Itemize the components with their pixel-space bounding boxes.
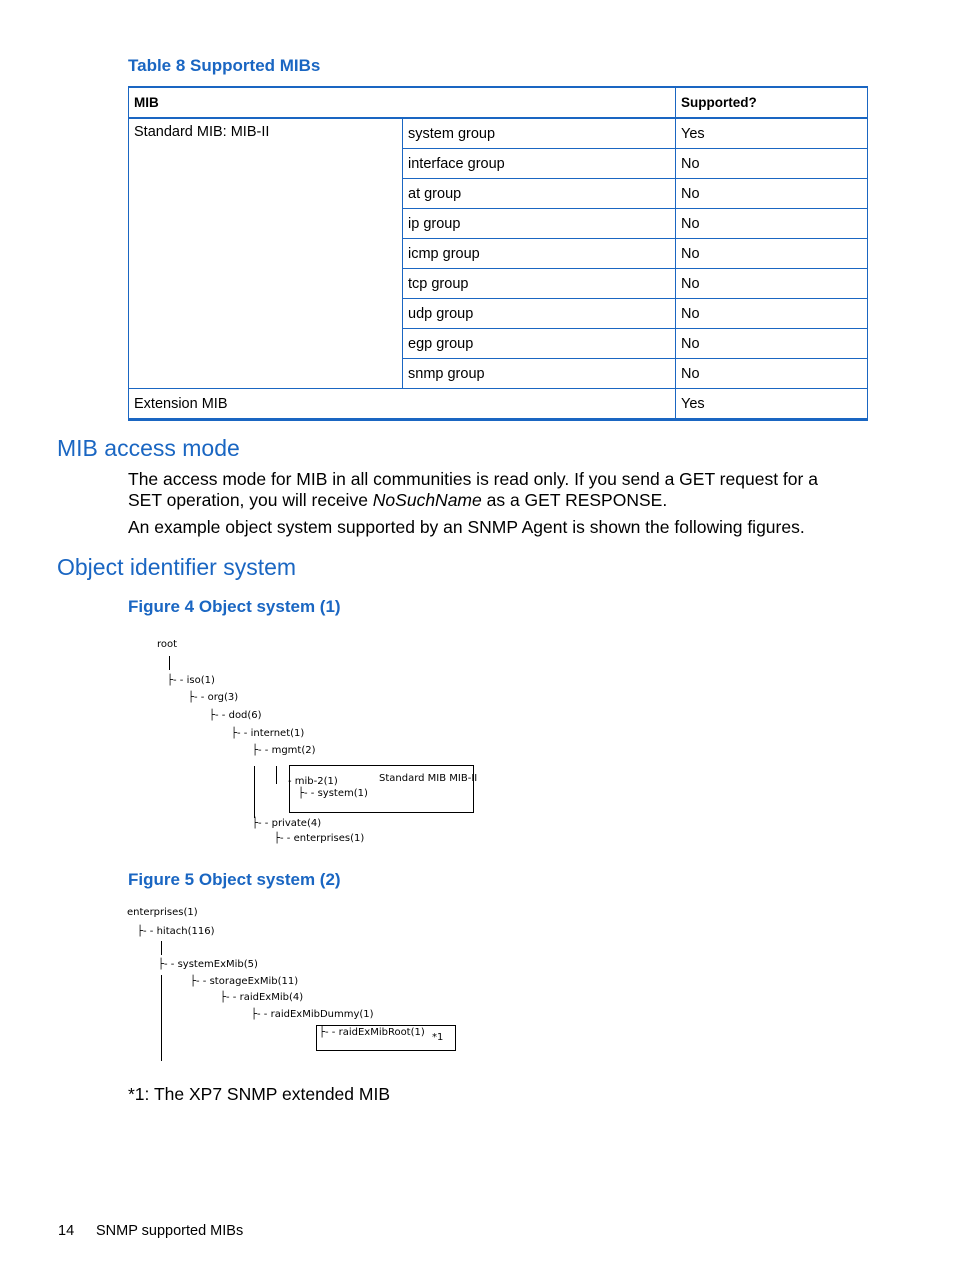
node-org: ├- - org(3) <box>188 692 239 703</box>
node-dod: ├- - dod(6) <box>209 710 262 721</box>
supported-cell: Yes <box>676 389 868 420</box>
supported-mibs-table <box>128 86 868 421</box>
table-caption: Table 8 Supported MIBs <box>128 56 321 75</box>
supported-cell: No <box>676 149 868 179</box>
node-storageExMib: ├- - storageExMib(11) <box>190 976 299 987</box>
access-mode-paragraph <box>128 469 848 511</box>
supported-cell: No <box>676 299 868 329</box>
node-systemExMib: ├- - systemExMib(5) <box>158 959 258 970</box>
node-raidExMib: ├- - raidExMib(4) <box>220 992 304 1003</box>
node-private: ├- - private(4) <box>252 818 322 829</box>
footer-title: SNMP supported MIBs <box>96 1223 244 1239</box>
table-row <box>129 389 868 420</box>
node-internet: ├- - internet(1) <box>231 728 305 739</box>
tree-line <box>254 766 255 818</box>
footnote-marker: *1 <box>432 1032 444 1043</box>
supported-cell: No <box>676 269 868 299</box>
figure5-caption: Figure 5 Object system (2) <box>128 870 341 889</box>
supported-cell: No <box>676 239 868 269</box>
access-mode-text-b: as a GET RESPONSE. <box>481 490 668 510</box>
node-hitach: ├- - hitach(116) <box>137 926 215 937</box>
node-enterprises: enterprises(1) <box>127 907 198 918</box>
standard-mib-cell: Standard MIB: MIB-II <box>129 118 403 389</box>
header-mib: MIB <box>129 87 676 118</box>
node-enterprises: ├- - enterprises(1) <box>274 833 365 844</box>
node-iso: ├- - iso(1) <box>167 675 215 686</box>
standard-mib-box-label: Standard MIB MIB-II <box>379 773 478 784</box>
table-header-row <box>129 87 868 118</box>
tree-line <box>169 656 170 670</box>
example-paragraph: An example object system supported by an SNMP Agent is shown the following figures. <box>128 517 805 537</box>
page-number: 14 <box>58 1223 75 1239</box>
node-mgmt: ├- - mgmt(2) <box>252 745 316 756</box>
group-cell: egp group <box>403 329 676 359</box>
footnote: *1: The XP7 SNMP extended MIB <box>128 1084 390 1104</box>
group-cell: interface group <box>403 149 676 179</box>
extension-mib-cell: Extension MIB <box>129 389 676 420</box>
section-heading-object-identifier-system: Object identifier system <box>57 554 297 580</box>
group-cell: snmp group <box>403 359 676 389</box>
group-cell: icmp group <box>403 239 676 269</box>
supported-cell: No <box>676 359 868 389</box>
node-mib2: - mib-2(1) <box>288 776 338 787</box>
node-raidExMibRoot: ├- - raidExMibRoot(1) <box>319 1027 425 1038</box>
table-row <box>129 118 868 149</box>
supported-cell: No <box>676 329 868 359</box>
node-raidExMibDummy: ├- - raidExMibDummy(1) <box>251 1009 374 1020</box>
tree-line <box>161 975 162 1061</box>
node-root: root <box>157 639 178 650</box>
group-cell: udp group <box>403 299 676 329</box>
figure4-caption: Figure 4 Object system (1) <box>128 597 341 616</box>
section-heading-mib-access-mode: MIB access mode <box>57 435 240 461</box>
nosuchname-text: NoSuchName <box>372 490 482 510</box>
tree-line <box>276 766 277 784</box>
supported-cell: No <box>676 179 868 209</box>
header-supported: Supported? <box>676 87 868 118</box>
access-mode-text-a: The access mode for MIB in all communities is read only. If you send a GET request for a SET operation, you will receive <box>128 469 818 510</box>
group-cell: tcp group <box>403 269 676 299</box>
supported-cell: No <box>676 209 868 239</box>
supported-cell: Yes <box>676 118 868 149</box>
node-system: ├- - system(1) <box>298 788 368 799</box>
tree-line <box>161 941 162 955</box>
group-cell: system group <box>403 118 676 149</box>
group-cell: at group <box>403 179 676 209</box>
group-cell: ip group <box>403 209 676 239</box>
